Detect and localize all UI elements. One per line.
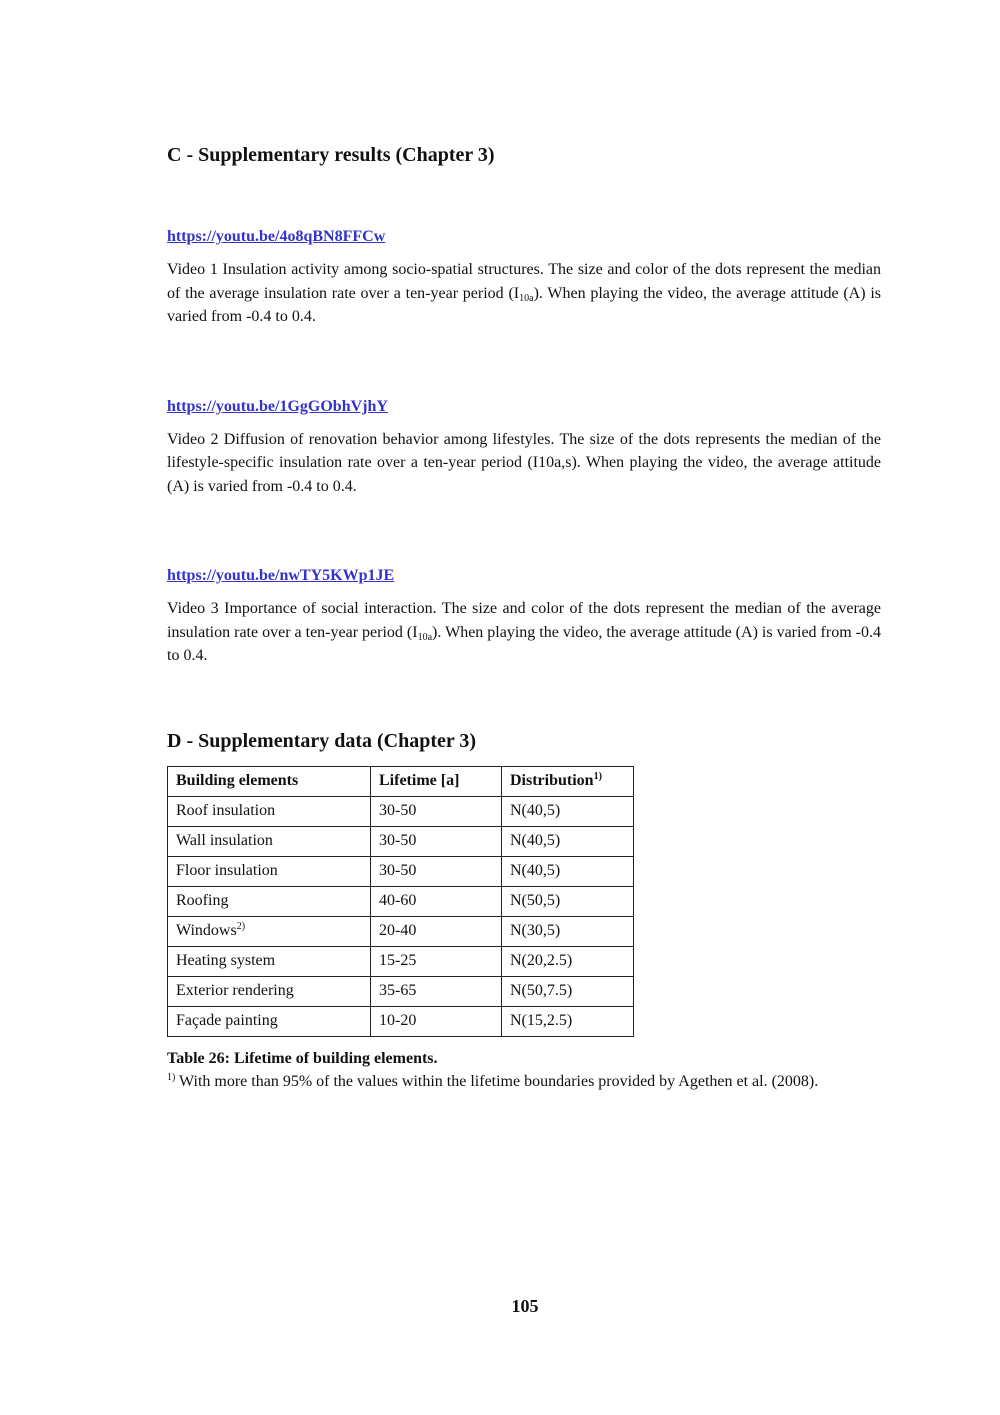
section-c-heading: C - Supplementary results (Chapter 3)	[167, 144, 495, 166]
cell-lifetime: 15-25	[371, 946, 502, 976]
video-1-block	[167, 226, 881, 329]
cell-distribution: N(50,7.5)	[502, 976, 634, 1006]
cell-building-element	[168, 976, 371, 1006]
table-row	[168, 976, 634, 1006]
cell-distribution: N(40,5)	[502, 796, 634, 826]
cell-building-element	[168, 916, 371, 946]
table-row	[168, 886, 634, 916]
cell-distribution: N(40,5)	[502, 826, 634, 856]
cell-building-element	[168, 856, 371, 886]
video-3-caption	[167, 597, 881, 668]
table-caption: Table 26: Lifetime of building elements.	[167, 1049, 438, 1067]
cell-distribution: N(15,2.5)	[502, 1006, 634, 1036]
video-3-caption-text-end: ). When playing the video, the average attitude (A) is varied from -0.4 to 0.4.	[167, 623, 881, 664]
cell-lifetime: 30-50	[371, 856, 502, 886]
cell-lifetime: 20-40	[371, 916, 502, 946]
video-2-link[interactable]: https://youtu.be/1GgGObhVjhY	[167, 397, 388, 415]
table-row	[168, 796, 634, 826]
cell-lifetime: 30-50	[371, 826, 502, 856]
header-distribution	[502, 766, 634, 796]
footnote-text: With more than 95% of the values within the lifetime boundaries provided by Agethen et al. (2008).	[175, 1072, 819, 1090]
table-row	[168, 856, 634, 886]
video-2-caption	[167, 428, 881, 499]
building-element-label: Wall insulation	[176, 832, 273, 849]
cell-building-element	[168, 886, 371, 916]
building-element-label: Roof insulation	[176, 802, 276, 819]
page-content	[167, 140, 881, 1093]
page-number: 105	[511, 1296, 539, 1316]
video-2-block	[167, 396, 881, 499]
cell-building-element	[168, 796, 371, 826]
video-1-caption-text: Video 1 Insulation activity among socio-spatial structures. The size and color of the dots represent the median of the average insulation rate over a ten-year period (I	[167, 261, 881, 302]
cell-building-element	[168, 1006, 371, 1036]
table-header-row	[168, 766, 634, 796]
building-element-label: Windows	[176, 922, 237, 939]
cell-lifetime: 35-65	[371, 976, 502, 1006]
cell-distribution: N(30,5)	[502, 916, 634, 946]
video-1-caption-text-end: ). When playing the video, the average attitude (A) is varied from -0.4 to 0.4.	[167, 284, 881, 325]
header-distribution-footnote-marker: 1)	[593, 771, 602, 782]
cell-distribution: N(20,2.5)	[502, 946, 634, 976]
video-3-caption-subscript: 10a	[417, 631, 433, 643]
building-element-label: Roofing	[176, 892, 229, 909]
table-row	[168, 916, 634, 946]
video-1-caption	[167, 258, 881, 329]
cell-lifetime: 40-60	[371, 886, 502, 916]
cell-lifetime: 10-20	[371, 1006, 502, 1036]
building-element-label: Heating system	[176, 952, 276, 969]
building-element-label: Floor insulation	[176, 862, 278, 879]
cell-building-element	[168, 946, 371, 976]
cell-building-element	[168, 826, 371, 856]
video-1-caption-subscript: 10a	[519, 292, 534, 304]
video-3-caption-text: Video 3 Importance of social interaction. The size and color of the dots represent the median of the average insulation rate over a ten-year period (I	[167, 600, 881, 641]
cell-distribution: N(50,5)	[502, 886, 634, 916]
header-lifetime: Lifetime [a]	[371, 766, 502, 796]
cell-distribution: N(40,5)	[502, 856, 634, 886]
footnote-marker: 1)	[167, 1071, 176, 1083]
video-2-caption-text: Video 2 Diffusion of renovation behavior among lifestyles. The size of the dots represents the median of the lifestyle-specific insulation rate over a ten-year period (I10a,s). When playing the video, the average attitude (A) is varied from -0.4 to 0.4.	[167, 430, 881, 495]
table-row	[168, 946, 634, 976]
video-3-block	[167, 565, 881, 668]
header-building-elements: Building elements	[168, 766, 371, 796]
video-1-link[interactable]: https://youtu.be/4o8qBN8FFCw	[167, 228, 386, 245]
header-distribution-label: Distribution	[510, 772, 594, 789]
table-row	[168, 826, 634, 856]
cell-lifetime: 30-50	[371, 796, 502, 826]
lifetime-table	[167, 766, 634, 1037]
table-row	[168, 1006, 634, 1036]
table-footnote	[167, 1070, 881, 1093]
section-d-heading: D - Supplementary data (Chapter 3)	[167, 729, 477, 752]
footnote-marker: 2)	[236, 921, 246, 932]
table-body	[168, 796, 634, 1036]
building-element-label: Exterior rendering	[176, 982, 294, 999]
building-element-label: Façade painting	[176, 1012, 278, 1029]
video-3-link[interactable]: https://youtu.be/nwTY5KWp1JE	[167, 567, 395, 584]
